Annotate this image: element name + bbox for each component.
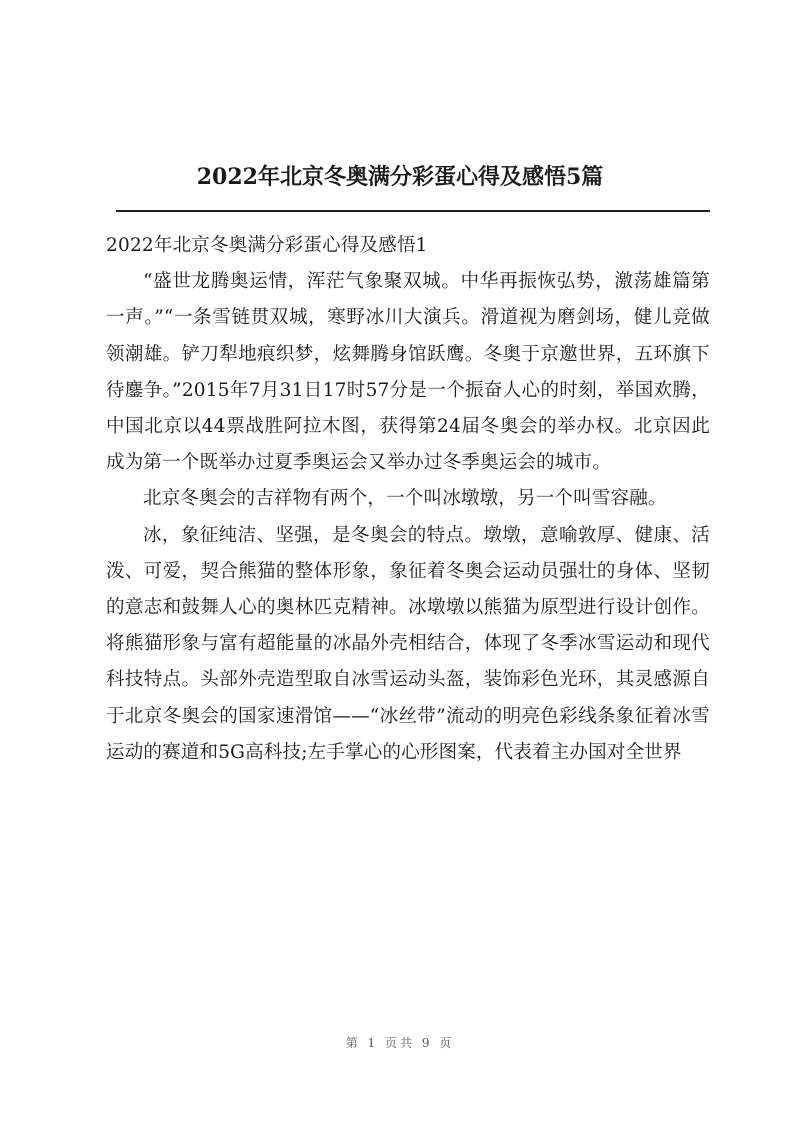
page-number-footer: 第 1 页共 9 页 <box>345 1036 455 1050</box>
paragraph-3: 冰，象征纯洁、坚强，是冬奥会的特点。墩墩，意喻敦厚、健康、活泼、可爱，契合熊猫的整体形象，象征着冬奥会运动员强壮的身体、坚韧的意志和鼓舞人心的奥林匹克精神。冰墩墩以熊猫为原型进行设计创作。将熊猫形象与富有超能量的冰晶外壳相结合，体现了冬季冰雪运动和现代科技特点。头部外壳造型取自冰雪运动头盔，装饰彩色光环，其灵感源自于北京冬奥会的国家速滑馆——“冰丝带”流动的明亮色彩线条象征着冰雪运动的赛道和5G高科技;左手掌心的心形图案，代表着主办国对全世界 <box>106 524 710 763</box>
section-subheading: 2022年北京冬奥满分彩蛋心得及感悟1 <box>106 235 428 256</box>
document-title: 2022年北京冬奥满分彩蛋心得及感悟5篇 <box>196 164 604 190</box>
paragraph-2: 北京冬奥会的吉祥物有两个，一个叫冰墩墩，另一个叫雪容融。 <box>143 488 667 510</box>
paragraph-1: “盛世龙腾奥运情，浑茫气象聚双城。中华再振恢弘势，激荡雄篇第一声。”“一条雪链贯双城，寒野冰川大演兵。滑道视为磨剑场，健儿竞做领潮雄。铲刀犁地痕织梦，炫舞腾身馆跃鹰。冬奥于京邀世界，五环旗下待鏖争。”2015年7月31日17时57分是一个振奋人心的时刻，举国欢腾，中国北京以44票战胜阿拉木图，获得第24届冬奥会的举办权。北京因此成为第一个既举办过夏季奥运会又举办过冬季奥运会的城市。 <box>106 271 710 474</box>
document-body <box>106 228 710 771</box>
title-divider <box>116 210 710 212</box>
